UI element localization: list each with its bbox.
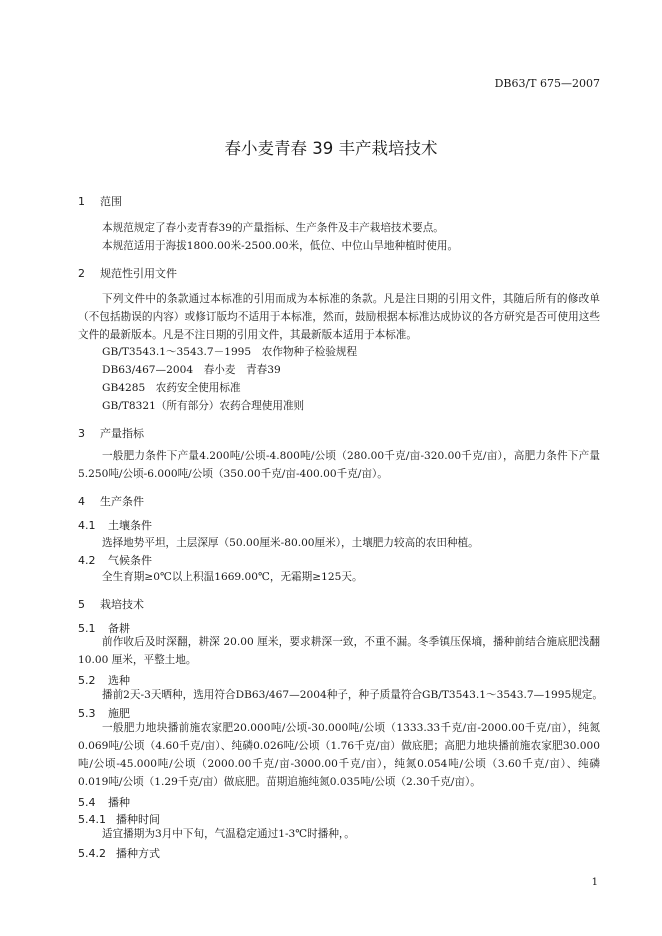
heading-number: 5.4 [78, 796, 96, 809]
heading-number: 4 [78, 495, 85, 508]
heading-text: 气候条件 [108, 554, 152, 567]
heading-text: 生产条件 [100, 495, 144, 508]
paragraph: 播前2天-3天晒种，选用符合DB63/467—2004种子，种子质量符合GB/T3543.1～3543.7—1995规定。 [102, 689, 603, 701]
heading-number: 3 [78, 427, 85, 440]
heading-seed-selection [78, 672, 130, 688]
paragraph: 适宜播期为3月中下旬，气温稳定通过1-3℃时播种，。 [102, 828, 355, 840]
heading-production-conditions [78, 493, 144, 509]
heading-number: 5.2 [78, 674, 96, 687]
heading-text: 播种 [108, 796, 130, 809]
reference-item: GB/T3543.1～3543.7－1995 农作物种子检验规程 [102, 346, 358, 358]
heading-text: 施肥 [108, 707, 130, 720]
heading-number: 2 [78, 267, 85, 280]
heading-number: 5.4.2 [78, 847, 106, 860]
heading-number: 4.1 [78, 519, 96, 532]
reference-item: GB4285 农药安全使用标准 [102, 382, 241, 394]
document-title: 春小麦青春 39 丰产栽培技术 [224, 139, 438, 158]
heading-soil-conditions [78, 517, 152, 533]
paragraph: 选择地势平坦，土层深厚（50.00厘米-80.00厘米），土壤肥力较高的农田种植。 [102, 537, 479, 549]
heading-number: 4.2 [78, 554, 96, 567]
heading-number: 5.3 [78, 707, 96, 720]
paragraph: 下列文件中的条款通过本标准的引用而成为本标准的条款。凡是注日期的引用文件，其随后所有的修改单（不包括勘误的内容）或修订版均不适用于本标准，然而，鼓励根据本标准达成协议的各方研究是否可使用这些文件的最新版本。凡是不注日期的引用文件，其最新版本适用于本标准。 [78, 293, 600, 341]
reference-item: DB63/467—2004 春小麦 青春39 [102, 364, 281, 376]
paragraph: 一般肥力条件下产量4.200吨/公顷-4.800吨/公顷（280.00千克/亩-320.00千克/亩），高肥力条件下产量5.250吨/公顷-6.000吨/公顷（350.00千克/亩-400.00千克/亩）。 [78, 450, 600, 480]
heading-yield-target [78, 425, 144, 441]
heading-normative-references [78, 265, 177, 281]
heading-text: 播种时间 [116, 813, 160, 826]
heading-number: 5 [78, 598, 85, 611]
heading-text: 土壤条件 [108, 519, 152, 532]
document-code: DB63/T 675—2007 [494, 77, 600, 90]
heading-text: 产量指标 [100, 427, 144, 440]
heading-text: 范围 [100, 195, 122, 208]
paragraph: 一般肥力地块播前施农家肥20.000吨/公顷-30.000吨/公顷（1333.33千克/亩-2000.00千克/亩），纯氮0.069吨/公顷（4.60千克/亩）、纯磷0.026吨/公顷（1.76千克/亩）做底肥；高肥力地块播前施农家肥30.000吨/公顷-45.000吨/公顷（2000.00千克/亩-3000.00千克/亩），纯氮0.054吨/公顷（3.60千克/亩）、纯磷0.019吨/公顷（1.29千克/亩）做底肥。苗期追施纯氮0.035吨/公顷（2.30千克/亩）。 [78, 722, 600, 788]
heading-text: 选种 [108, 674, 130, 687]
reference-item: GB/T8321（所有部分）农药合理使用准则 [102, 400, 305, 412]
heading-scope [78, 193, 122, 209]
heading-sowing-time [78, 811, 160, 827]
heading-sowing [78, 794, 130, 810]
paragraph: 本规范规定了春小麦青春39的产量指标、生产条件及丰产栽培技术要点。 [102, 222, 444, 234]
heading-text: 规范性引用文件 [100, 267, 177, 280]
heading-cultivation-techniques [78, 596, 144, 612]
heading-climate-conditions [78, 552, 152, 568]
paragraph: 全生育期≥0℃以上积温1669.00℃，无霜期≥125天。 [102, 571, 363, 583]
paragraph: 本规范适用于海拔1800.00米-2500.00米，低位、中位山旱地种植时使用。 [102, 240, 459, 252]
paragraph: 前作收后及时深翻，耕深 20.00 厘米，要求耕深一致，不重不漏。冬季镇压保墒，播种前结合施底肥浅翻 10.00 厘米，平整土地。 [78, 636, 600, 666]
page-number: 1 [591, 877, 598, 888]
heading-text: 播种方式 [116, 847, 160, 860]
heading-number: 5.1 [78, 622, 96, 635]
heading-number: 5.4.1 [78, 813, 106, 826]
heading-sowing-method [78, 845, 160, 861]
heading-number: 1 [78, 195, 85, 208]
heading-text: 备耕 [108, 622, 130, 635]
heading-text: 栽培技术 [100, 598, 144, 611]
